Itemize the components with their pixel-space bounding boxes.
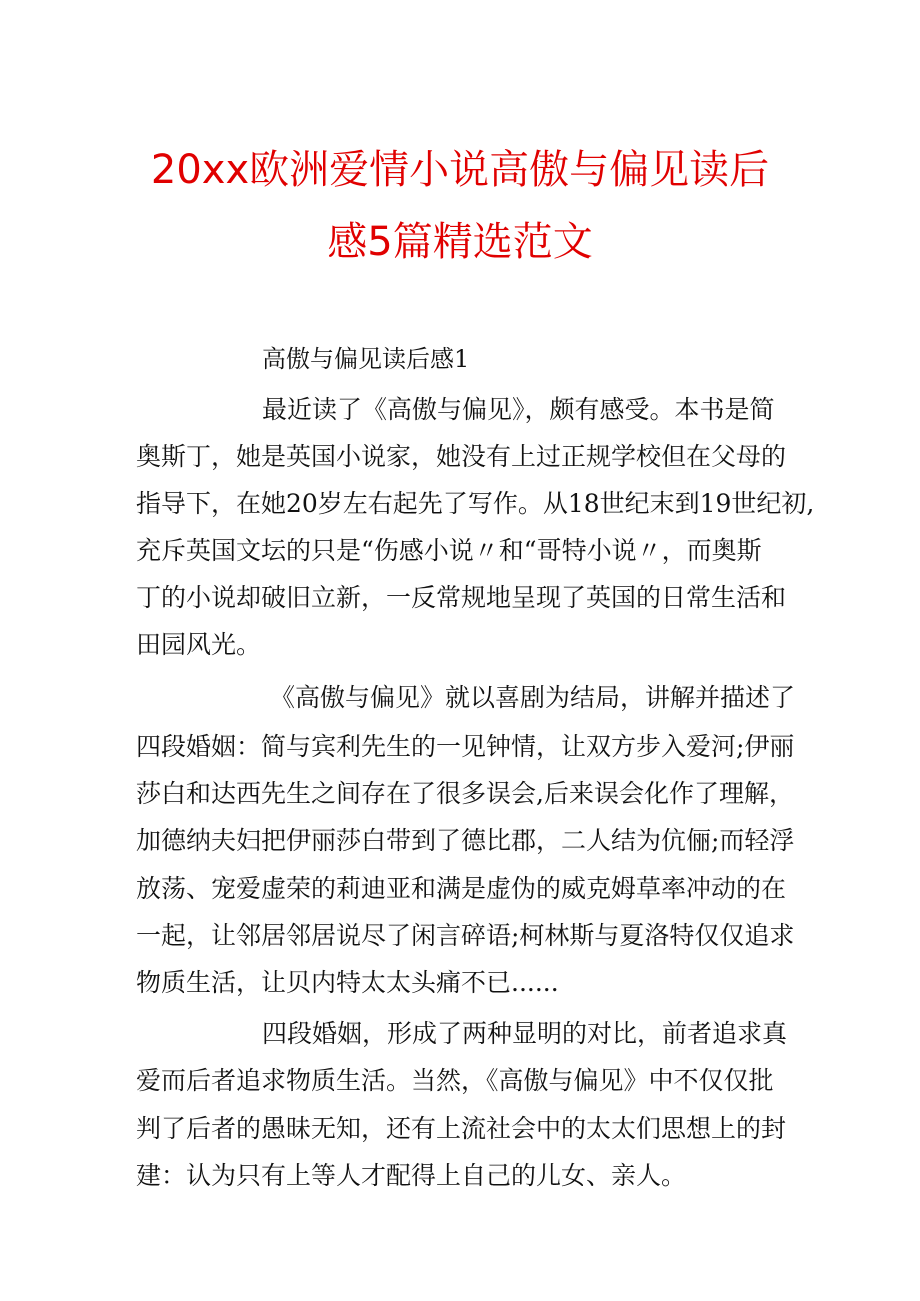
document-title-line-2: 感5篇精选范文 bbox=[327, 219, 593, 265]
paragraph-2-line-2: 四段婚姻：简与宾利先生的一见钟情，让双方步入爱河;伊丽 bbox=[136, 732, 795, 761]
paragraph-3-line-4: 建：认为只有上等人才配得上自己的儿女、亲人。 bbox=[136, 1161, 687, 1190]
paragraph-2-line-1: 《高傲与偏见》就以喜剧为结局，讲解并描述了 bbox=[270, 683, 796, 712]
paragraph-1-line-3: 指导下，在她20岁左右起先了写作。从18世纪末到19世纪初, bbox=[136, 489, 815, 518]
paragraph-3-line-2: 爱而后者追求物质生活。当然，《高傲与偏见》中不仅仅批 bbox=[136, 1066, 774, 1095]
paragraph-2-line-3: 莎白和达西先生之间存在了很多误会,后来误会化作了理解， bbox=[136, 779, 794, 808]
paragraph-1-line-4: 充斥英国文坛的只是“伤感小说〃和“哥特小说〃，而奥斯 bbox=[136, 536, 762, 565]
paragraph-1-line-5: 丁的小说却破旧立新，一反常规地呈现了英国的日常生活和 bbox=[136, 583, 787, 612]
paragraph-2-line-4: 加德纳夫妇把伊丽莎白带到了德比郡，二人结为伉俪;而轻浮 bbox=[136, 826, 795, 855]
paragraph-1-line-6: 田园风光。 bbox=[136, 630, 262, 659]
paragraph-3-line-1: 四段婚姻，形成了两种显明的对比，前者追求真 bbox=[262, 1019, 788, 1048]
paragraph-2-line-6: 一起，让邻居邻居说尽了闲言碎语;柯林斯与夏洛特仅仅追求 bbox=[136, 921, 795, 950]
paragraph-1-line-2: 奥斯丁，她是英国小说家，她没有上过正规学校但在父母的 bbox=[136, 442, 787, 471]
paragraph-2-line-5: 放荡、宠爱虚荣的莉迪亚和满是虚伪的威克姆草率冲动的在 bbox=[136, 874, 787, 903]
paragraph-3-line-3: 判了后者的愚昧无知，还有上流社会中的太太们思想上的封 bbox=[136, 1114, 787, 1143]
document-title-line-1: 20xx欧洲爱情小说高傲与偏见读后 bbox=[150, 147, 770, 193]
section-heading: 高傲与偏见读后感1 bbox=[262, 345, 470, 373]
paragraph-2-line-7: 物质生活，让贝内特太太头痛不已...... bbox=[136, 968, 559, 997]
paragraph-1-line-1: 最近读了《高傲与偏见》，颇有感受。本书是简 bbox=[262, 395, 775, 424]
